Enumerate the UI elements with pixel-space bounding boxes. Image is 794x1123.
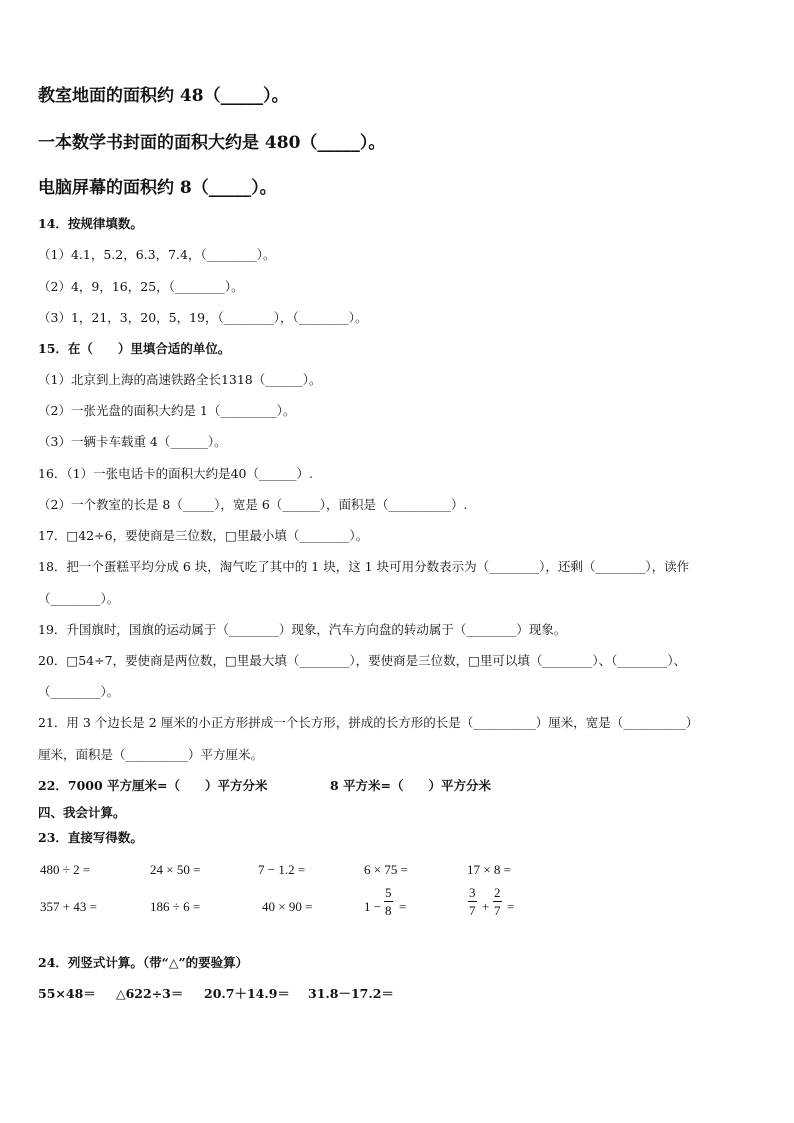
area-classroom-line: 教室地面的面积约 48（_____）。 (38, 86, 289, 106)
q14-title: 14．按规律填数。 (38, 216, 143, 231)
fraction-plus-sign: + (482, 899, 490, 914)
vertical-calc-item: 31.8－17.2＝ (308, 986, 394, 1001)
q20-line-2: （________）。 (38, 684, 120, 699)
q20-line-1: 20．□54÷7，要使商是两位数，□里最大填（________），要使商是三位数，□里可以填（________）、（________）、 (38, 653, 687, 668)
q21-line-2: 厘米，面积是（__________）平方厘米。 (38, 747, 264, 762)
q17-line: 17．□42÷6，要使商是三位数，□里最小填（________）。 (38, 528, 369, 543)
calc-item: 6 × 75 = (364, 862, 408, 877)
fraction-expr-equals: = (399, 899, 407, 914)
vertical-calc-item: 55×48＝ (38, 986, 96, 1001)
q21-line-1: 21．用 3 个边长是 2 厘米的小正方形拼成一个长方形，拼成的长方形的长是（__________）厘米，宽是（__________） (38, 715, 699, 730)
fraction-numerator: 5 (385, 885, 392, 900)
calc-item: 17 × 8 = (467, 862, 511, 877)
q14-item-2: （2）4，9，16，25，（________）。 (38, 279, 244, 294)
q23-title: 23．直接写得数。 (38, 830, 143, 845)
section-four-title: 四、我会计算。 (38, 805, 126, 820)
fraction-expr-whole: 1 − (364, 899, 382, 914)
calc-item: 480 ÷ 2 = (40, 862, 91, 877)
q24-title: 24．列竖式计算。（带“△”的要验算） (38, 955, 249, 970)
q15-item-2: （2）一张光盘的面积大约是 1（_________）。 (38, 403, 296, 418)
q15-title: 15．在（ ）里填合适的单位。 (38, 341, 231, 356)
calc-item: 357 + 43 = (40, 899, 97, 914)
calc-item: 40 × 90 = (262, 899, 313, 914)
fraction-denominator: 7 (469, 903, 476, 918)
calc-item: 7 − 1.2 = (258, 862, 306, 877)
q15-item-1: （1）北京到上海的高速铁路全长1318（______）。 (38, 372, 322, 387)
area-math-book-line: 一本数学书封面的面积大约是 480（_____）。 (38, 133, 386, 153)
fraction-two-sevenths (493, 886, 502, 917)
fraction-denominator: 8 (385, 903, 392, 918)
calc-item: 186 ÷ 6 = (150, 899, 201, 914)
area-screen-line: 电脑屏幕的面积约 8（_____）。 (38, 178, 277, 198)
calc-item: 24 × 50 = (150, 862, 201, 877)
q18-line-2: （________）。 (38, 591, 120, 606)
q22-part-2: 8 平方米=（ ）平方分米 (330, 778, 492, 793)
fraction-numerator: 3 (469, 885, 476, 900)
q16-item-1: 16．（1）一张电话卡的面积大约是40（______）. (38, 466, 313, 481)
vertical-calc-item: 20.7＋14.9＝ (204, 986, 290, 1001)
q22-part-1: 22．7000 平方厘米=（ ）平方分米 (38, 778, 268, 793)
fraction-five-eighths (384, 886, 393, 917)
vertical-calc-item: △622÷3＝ (116, 986, 184, 1001)
fraction-three-sevenths (468, 886, 477, 917)
fraction-denominator: 7 (494, 903, 501, 918)
q14-item-1: （1）4.1，5.2，6.3，7.4，（________）。 (38, 247, 276, 262)
q15-item-3: （3）一辆卡车载重 4（______）。 (38, 434, 227, 449)
q14-item-3: （3）1，21，3，20，5，19，（________），（________）。 (38, 310, 368, 325)
fraction-expr-equals: = (507, 899, 515, 914)
fraction-numerator: 2 (494, 885, 501, 900)
q19-line: 19．升国旗时，国旗的运动属于（________）现象，汽车方向盘的转动属于（________）现象。 (38, 622, 567, 637)
q18-line-1: 18．把一个蛋糕平均分成 6 块，淘气吃了其中的 1 块，这 1 块可用分数表示为（________），还剩（________），读作 (38, 559, 690, 574)
q16-item-2: （2）一个教室的长是 8（_____），宽是 6（______），面积是（__________）. (38, 497, 468, 512)
